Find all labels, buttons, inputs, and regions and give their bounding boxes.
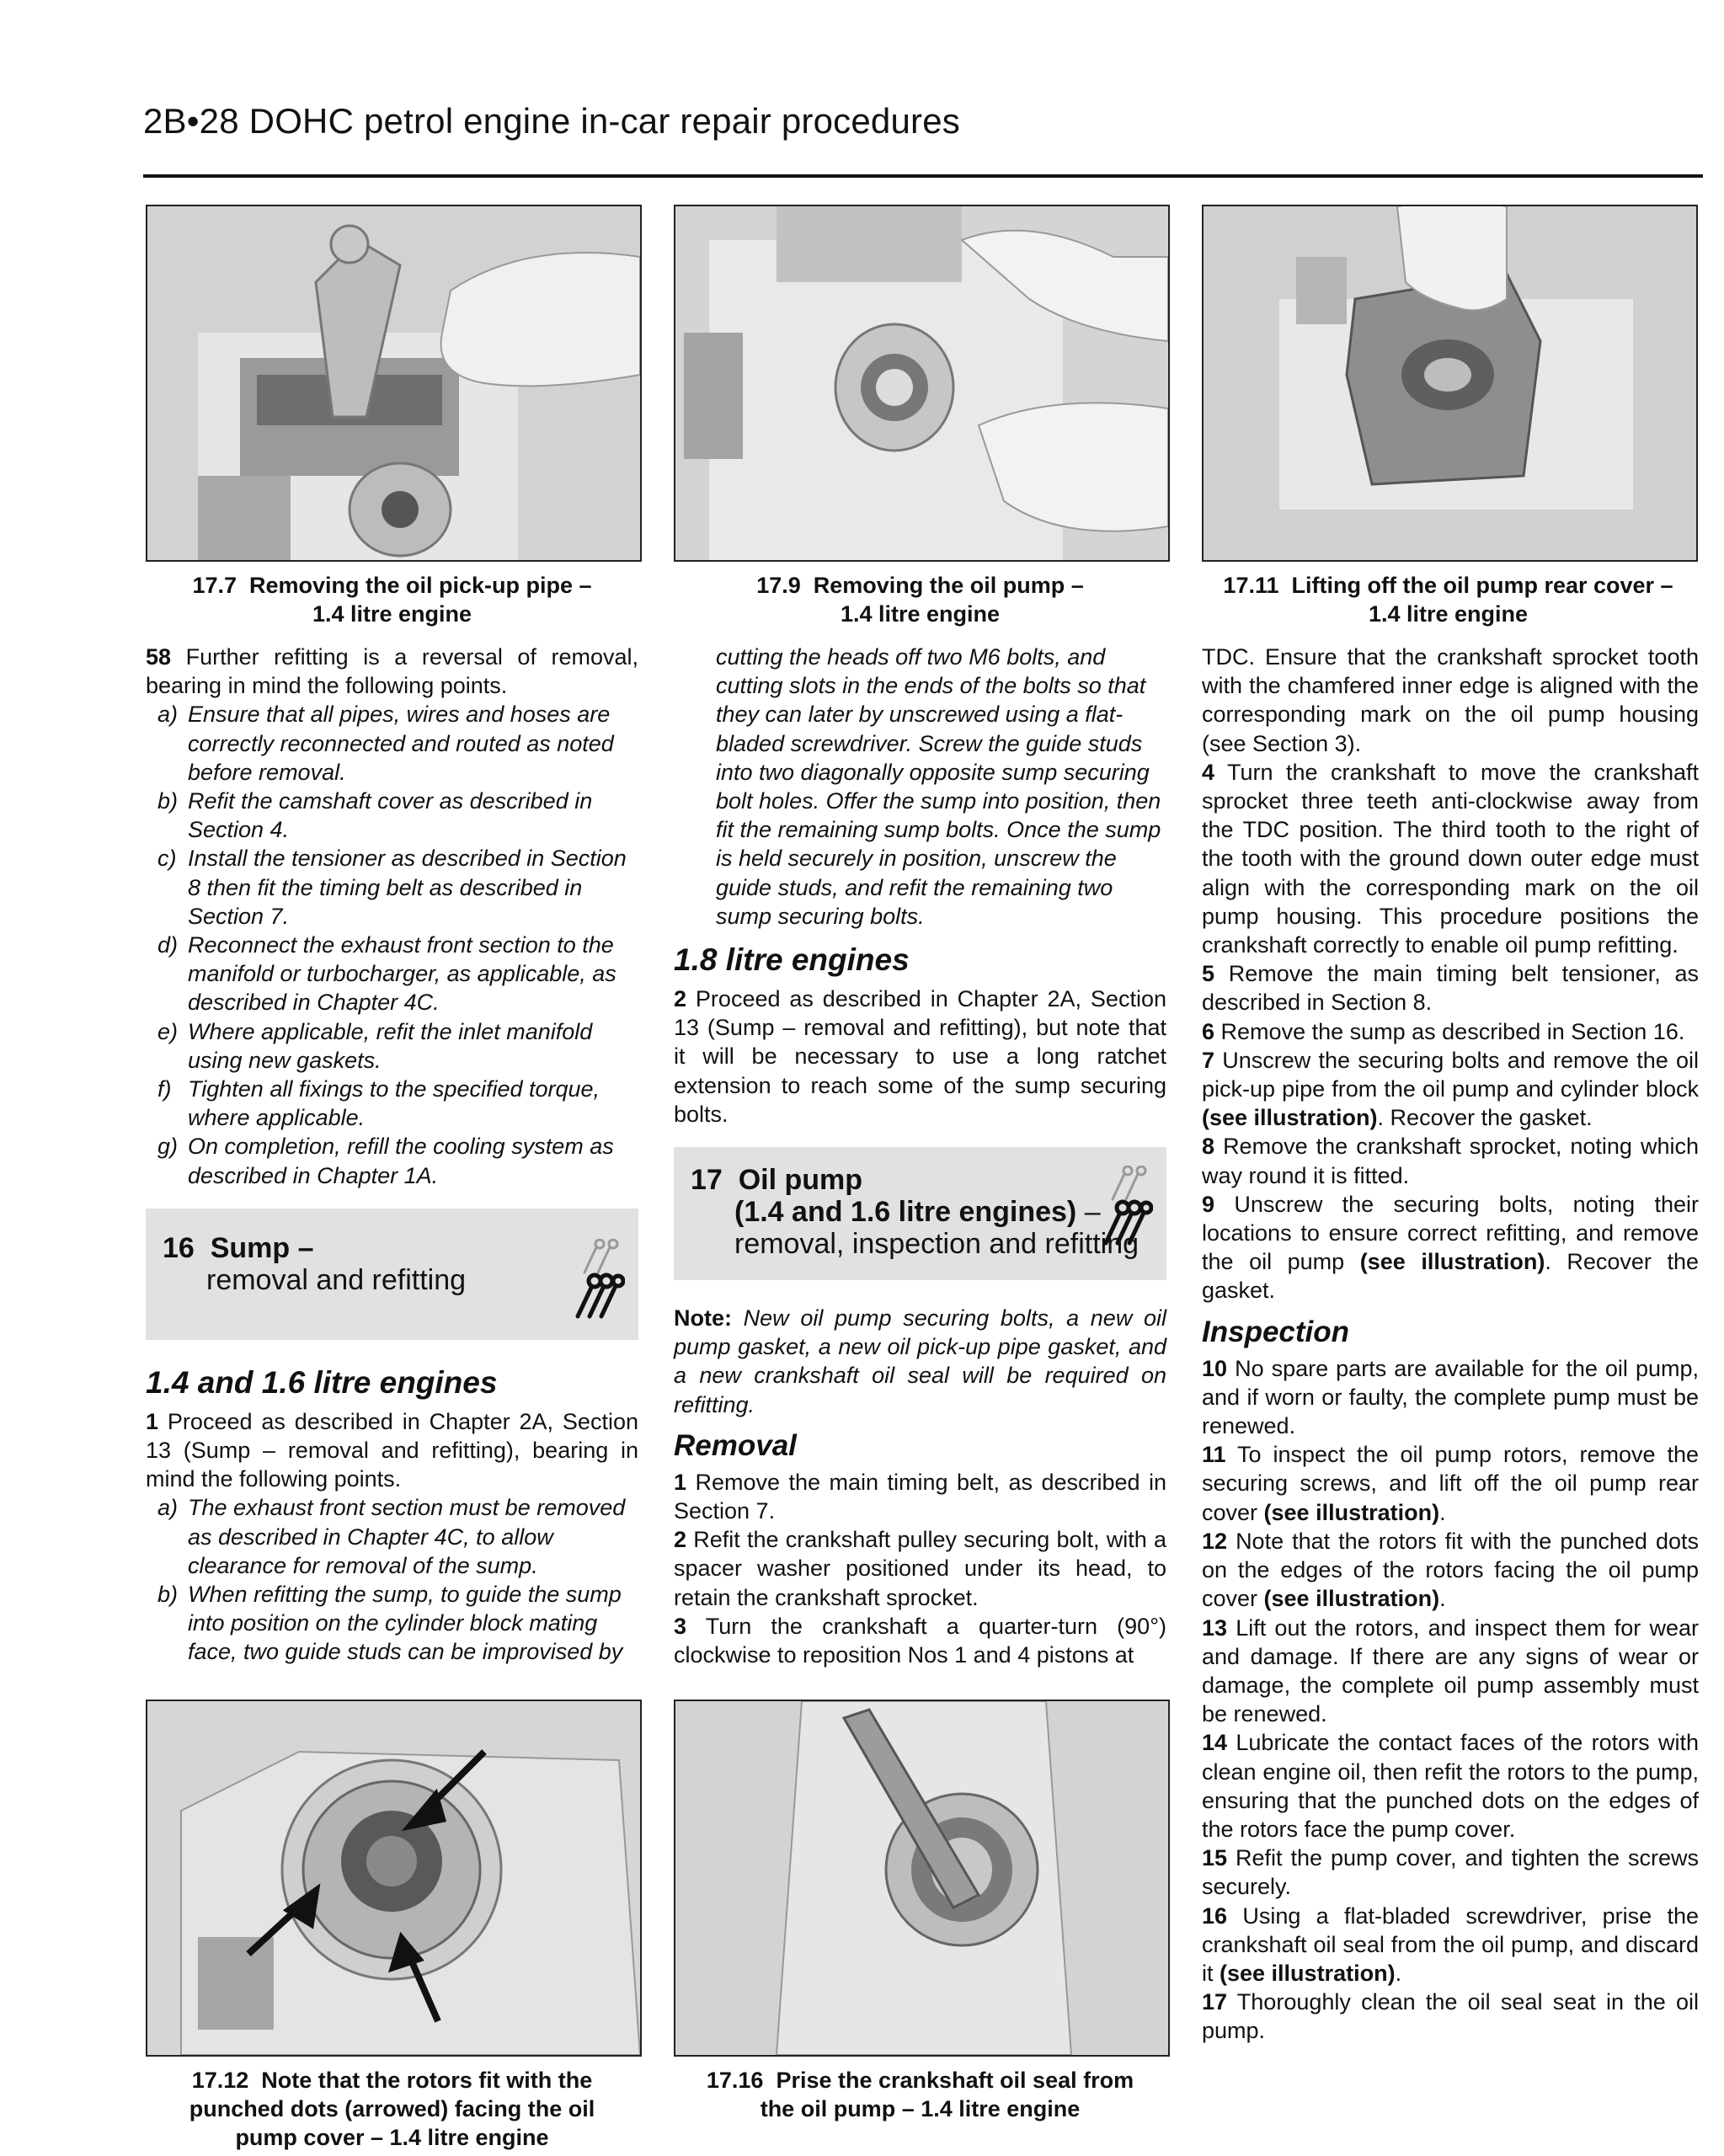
difficulty-spanner-icon — [573, 1239, 625, 1320]
step-1: 1 Proceed as described in Chapter 2A, Section 13 (Sump – removal and refitting), bearing in mind the following points. — [146, 1408, 638, 1492]
subheading-1-8: 1.8 litre engines — [674, 942, 910, 978]
photo-rotor-dots — [146, 1700, 642, 2057]
subheading-removal: Removal — [674, 1428, 797, 1462]
caption-17-7: 17.7 Removing the oil pick-up pipe – 1.4 litre engine — [192, 573, 592, 627]
step-3: 3 Turn the crankshaft a quarter-turn (90°) clockwise to reposition Nos 1 and 4 pistons at — [674, 1613, 1166, 1668]
subheading-inspection: Inspection — [1202, 1315, 1350, 1348]
step-8: 8 Remove the crankshaft sprocket, noting which way round it is fitted. — [1202, 1134, 1699, 1188]
step-1: 1 Remove the main timing belt, as described in Section 7. — [674, 1469, 1166, 1524]
column-1 — [146, 643, 638, 1667]
photo-oil-pump-removal — [674, 205, 1170, 562]
caption-17-11: 17.11 Lifting off the oil pump rear cover – 1.4 litre engine — [1223, 573, 1673, 627]
section-17-heading-box: 17 Oil pump (1.4 and 1.6 litre engines) – removal, inspection and refitting — [674, 1147, 1166, 1280]
step-13: 13 Lift out the rotors, and inspect them for wear and damage. If there are any signs of wear or damage, the complete oil pump assembly must be renewed. — [1202, 1614, 1699, 1727]
step-58: 58 Further refitting is a reversal of removal, bearing in mind the following points. — [146, 644, 638, 699]
step-5: 5 Remove the main timing belt tensioner, as described in Section 8. — [1202, 961, 1699, 1016]
step-15: 15 Refit the pump cover, and tighten the screws securely. — [1202, 1845, 1699, 1900]
note: Note: New oil pump securing bolts, a new oil pump gasket, a new oil pick-up pipe gasket, and a new crankshaft oil seal will be required on refitting. — [674, 1305, 1166, 1417]
caption-17-9: 17.9 Removing the oil pump – 1.4 litre engine — [756, 573, 1084, 627]
section-16-heading-box: 16 Sump – removal and refitting — [146, 1209, 638, 1340]
continued-text: TDC. Ensure that the crankshaft sprocket tooth with the chamfered inner edge is aligned with the corresponding mark on the oil pump housing (see Section 3). — [1202, 644, 1699, 756]
step-6: 6 Remove the sump as described in Section 16. — [1202, 1018, 1685, 1044]
step-9: 9 Unscrew the securing bolts, noting their locations to ensure correct refitting, and remove the oil pump (see illustration). Recover the gasket. — [1202, 1191, 1699, 1304]
step-12: 12 Note that the rotors fit with the punched dots on the edges of the rotors facing the oil pump cover (see illustration). — [1202, 1528, 1699, 1612]
list-item: c) Install the tensioner as described in Section 8 then fit the timing belt as described in Section 7. — [157, 846, 627, 929]
list-item: a) Ensure that all pipes, wires and hoses are correctly reconnected and routed as noted before removal. — [157, 702, 614, 785]
list-item: d) Reconnect the exhaust front section to the manifold or turbocharger, as applicable, as described in Chapter 4C. — [157, 932, 616, 1016]
difficulty-spanner-icon — [1101, 1166, 1153, 1246]
step-7: 7 Unscrew the securing bolts and remove the oil pick-up pipe from the oil pump and cylinder block (see illustration). Recover the gasket. — [1202, 1047, 1699, 1131]
continued-text: cutting the heads off two M6 bolts, and cutting slots in the ends of the bolts so that they can later by unscrewed using a flat-bladed screwdriver. Screw the guide studs into two diagonally opposite sump securing bolt holes. Offer the sump into position, then fit the remaining sump bolts. Once the sump is held securely in position, unscrew the guide studs, and refit the remaining two sump securing bolts. — [716, 644, 1161, 929]
step-10: 10 No spare parts are available for the oil pump, and if worn or faulty, the complete pump must be renewed. — [1202, 1355, 1699, 1439]
header-rule — [143, 174, 1703, 178]
page-header-title: 2B•28 DOHC petrol engine in-car repair procedures — [143, 101, 960, 141]
list-item: f) Tighten all fixings to the specified torque, where applicable. — [157, 1076, 600, 1131]
caption-17-16: 17.16 Prise the crankshaft oil seal from the oil pump – 1.4 litre engine — [706, 2068, 1134, 2121]
column-3 — [1202, 643, 1699, 2046]
step-4: 4 Turn the crankshaft to move the crankshaft sprocket three teeth anti-clockwise away from the TDC position. The third tooth to the right of the tooth with the ground down outer edge must align with the corresponding mark on the oil pump housing. This procedure positions the crankshaft correctly to enable oil pump refitting. — [1202, 759, 1700, 958]
step-16: 16 Using a flat-bladed screwdriver, prise the crankshaft oil seal from the oil pump, and discard it (see illustration). — [1202, 1903, 1699, 1986]
step-14: 14 Lubricate the contact faces of the rotors with clean engine oil, then refit the rotors to the pump, ensuring that the punched dots on the edges of the rotors face the pump cover. — [1202, 1730, 1699, 1842]
list-item: a) The exhaust front section must be removed as described in Chapter 4C, to allow clearance for removal of the sump. — [157, 1495, 626, 1578]
list-item: g) On completion, refill the cooling system as described in Chapter 1A. — [157, 1134, 614, 1188]
photo-oil-pickup-pipe — [146, 205, 642, 562]
list-item: b) When refitting the sump, to guide the sump into position on the cylinder block mating face, two guide studs can be improvised by — [157, 1582, 623, 1665]
photo-crankshaft-oil-seal — [674, 1700, 1170, 2057]
column-2 — [674, 643, 1166, 1669]
step-17: 17 Thoroughly clean the oil seal seat in the oil pump. — [1202, 1989, 1699, 2044]
subheading-1-4-1-6: 1.4 and 1.6 litre engines — [146, 1364, 498, 1400]
caption-17-12: 17.12 Note that the rotors fit with the punched dots (arrowed) facing the oil pump cover – 1.4 litre engine — [189, 2068, 595, 2150]
step-2: 2 Proceed as described in Chapter 2A, Section 13 (Sump – removal and refitting), but note that it will be necessary to use a long ratchet extension to reach some of the sump securing bolts. — [674, 986, 1166, 1127]
photo-oil-pump-rear-cover — [1202, 205, 1698, 562]
list-item: e) Where applicable, refit the inlet manifold using new gaskets. — [157, 1018, 593, 1073]
list-item: b) Refit the camshaft cover as described in Section 4. — [157, 788, 593, 843]
step-11: 11 To inspect the oil pump rotors, remove the securing screws, and lift off the oil pump rear cover (see illustration). — [1202, 1442, 1700, 1525]
step-2: 2 Refit the crankshaft pulley securing bolt, with a spacer washer positioned under its head, to retain the crankshaft sprocket. — [674, 1527, 1166, 1610]
